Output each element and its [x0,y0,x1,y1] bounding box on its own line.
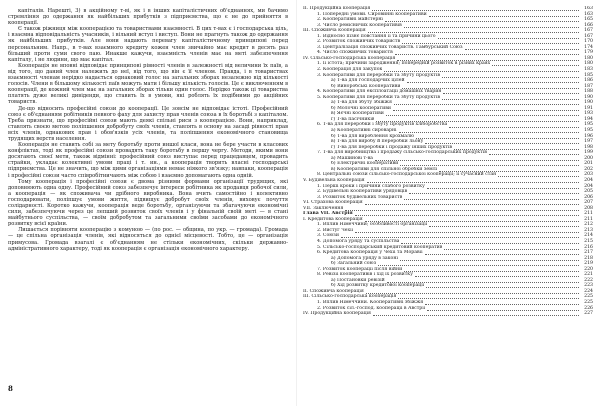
toc-entry-label: 1. Перші кроки і причини слабого розвитку [317,183,425,189]
toc-entry-label: а) Т-ва для господарчих цілей [331,78,405,84]
toc-entry-page: 203 [584,172,593,178]
toc-entry-label: б) Електричні кооперативи [331,161,399,167]
body-paragraph: Лишається порівняти кооперацію з комуною — (по рос. — община, по укр. — громада). Громада — це спільна організація членів, які відносяться до однієї місцевості. Тобто, це — організація примусова. Громада взагалі є об'єднанням не стільки економічних, скільки державно-адміністративного характеру, тоді як кооперація є організація економічного характеру. [8,227,288,252]
toc-leader-dots [429,223,579,228]
toc-entry-label: 2. Будівельні кооперативи урядовців [317,189,408,195]
page-number: 8 [8,384,13,393]
toc-leader-dots [341,234,579,239]
toc-entry-label: IV. Сільсько-господарська кооперація [303,55,396,61]
toc-leader-dots [400,162,579,167]
toc-entry-label: б) Виноробські кооперативи [331,83,401,89]
body-paragraph: Тому кооперація і професійні союзи є двома різними формами організації трудящих, які доповнюють одна одну. Професійний союз забезпечує інтереси робітника як продавця робочої сили, а кооперація — як споживача чи дрібного виробника. Вона вчить самостійно і колективно господарювати, поліпшує умови життя, підвищує добробут своїх членів, виховує почуття солідарності. Коротко кажучи, кооперація веде боротьбу, організуючи та збагачуючи економічні сили, забезпечуючи через це лепший розвиток своїх членів і у фінальній своїй меті — в стані майбутнього суспільства, — своїм добробутом та загальними своїми засобами до економічного розвитку всієї країни. [8,178,288,228]
toc-leader-dots [387,278,579,283]
toc-leader-dots [368,29,579,34]
toc-entry-page: 165 [584,17,593,23]
toc-entry [303,228,593,234]
toc-leader-dots [426,284,579,289]
toc-entry-label: III. Сільсько-господарська кооперація [303,294,397,300]
toc-entry-label: 8. Ревізії кооперативів і хід їх розвитку [317,272,413,278]
toc-entry-label: V. Будівельна кооперація [303,177,365,183]
toc-leader-dots [427,184,579,189]
toc-leader-dots [427,306,579,311]
toc-entry-label: 1. Відносно пізнє повстання її та причини цього [317,33,436,39]
toc-entry-page: 167 [584,28,593,34]
toc-leader-dots [394,101,579,106]
toc-entry-label: II. Споживча кооперація [303,288,364,294]
toc-entry-label: 3. Кооперативи для переробки та збуту продуктів [317,72,440,78]
toc-leader-dots [465,45,580,50]
toc-entry-label: VII. Заключення [303,205,344,211]
toc-entry-label: Глава VII. Австрія [303,211,353,217]
toc-entry-label: 1. Її істота; причини зародження; попередній розвиток в різних краях [317,61,491,67]
toc-entry-page: 222 [584,277,593,283]
toc-entry-label: II. Продукційна кооперація [303,6,371,11]
toc-entry-page: 227 [584,311,593,317]
toc-leader-dots [366,289,579,294]
toc-entry-label: 5. Сільсько-господарський кредитовий кооператив [317,244,443,250]
toc-leader-dots [399,129,579,134]
toc-entry-page: 226 [584,305,593,311]
toc-entry-label: 6. Т-ва для переробки і збуту продуктів хліборобства [317,122,448,128]
toc-entry-page: 201 [584,161,593,167]
toc-entry-label: б) Загальний союз [331,261,377,267]
body-paragraph: Кооперація не вповні відповідає принципові рівності членів в залежності від величини їх паїв, а від того, що даний член належить до неї, від того, що він є її членом. Правда, і в товариствах взаємності членам нерідко надається однаковий голос на загальних зборах незалежно від кількості голосів. Члени в більшому кількості паїв можуть мати і більшу кількість голосів. Це є виключенням в кооперації, де кожний член має на загальних зборах тільки один голос. Нерідко також ці товариства платять дуже великі дивіденди, що ставить їх в умови, які роблять їх подібними до акційних товариств. [8,62,288,106]
toc-leader-dots [375,156,579,161]
toc-leader-dots [397,56,579,61]
toc-entry-page: 224 [584,288,593,294]
toc-entry-page: 211 [584,216,593,222]
toc-leader-dots [416,134,579,139]
toc-entry-page: 170 [584,39,593,45]
toc-leader-dots [415,273,579,278]
toc-entry-label: а) Кооперативні сироварні [331,128,397,134]
toc-leader-dots [365,201,579,206]
toc-entry-label: в) Яєчні кооперативи [331,111,384,117]
toc-leader-dots [372,7,579,12]
toc-entry-label: а) Машинові т-ва [331,155,373,161]
toc-entry-page: 188 [584,89,593,95]
toc-entry-label: б) Хід розвитку кредитової кооперації [331,283,425,289]
toc-entry-page: 185 [584,72,593,78]
toc-leader-dots [345,206,579,211]
toc-entry-page: 180 [584,55,593,61]
toc-entry-label: б) Т-ва для вироблення крохмалю [331,133,414,139]
toc-entry-page: 212 [584,222,593,228]
toc-entry-page: 207 [584,200,593,206]
toc-entry-page: 202 [584,166,593,172]
toc-leader-dots [367,178,579,183]
toc-entry-label: а) Т-ва для збуту збіжжя [331,100,392,106]
toc-entry-page: 163 [584,6,593,11]
toc-leader-dots [401,239,579,244]
toc-entry-page: 179 [584,50,593,56]
toc-leader-dots [438,34,579,39]
toc-entry-label: г) Т-ва пасічників [331,116,375,122]
toc-leader-dots [402,84,579,89]
toc-entry-page: 221 [584,272,593,278]
toc-entry-page: 197 [584,139,593,145]
toc-entry-label: I. Кредитова кооперація [303,216,363,222]
toc-entry-page: 195 [584,122,593,128]
toc-entry-label: 4. Кооперативи для експлоатації домашніх тварин [317,89,442,95]
toc-leader-dots [393,106,579,111]
toc-entry-label: 4. Число споживчих товариств [317,50,393,56]
body-paragraph: Де-що відносить професійні союзи до кооперації. Це зовсім не відповідає істоті. Професійний союз є об'єднанням робітників певного фаху для захисту прав членів союза в їх боротьбі з капіталом. Треба признати, що професійні союзи мають деякі спільні риси з кооперацією. Вони, наприклад, ставлять своєю метою поліпшення добробуту своїх членів, ставлять в основу на засаді рівності прав всіх членів, однакових прав і обов'язків усіх членів, та поліпшення економічного становища трудящих верств населення. [8,105,288,142]
toc-entry-page: 194 [584,116,593,122]
toc-leader-dots [454,145,579,150]
toc-leader-dots [385,18,579,23]
toc-entry [303,311,593,317]
body-paragraph: Кооперація не ставить собі за мету боротьбу проти иншої класи, вона не бере участи в класових конфліктах, тоді як професійні союзи провадять таку боротьбу в першу чергу. Методи, якими вони досягають своєї мети, також відмінні: професійний союз виступає перед працедавцем, провадить страйки, укладає колективні умови праці і т. ин., а кооперація творить власні господарські підприємства. Це не значить, що між цими організаціями немає ніякого зв'язку; навпаки, кооперація і професійні союзи часто співробітничають між собою і взаємно допомагають одна одній. [8,142,288,179]
toc-entry-label: а) Допомога уряду в законі [331,255,398,261]
left-page-text [8,8,288,386]
toc-leader-dots [442,95,579,100]
toc-entry-label: 5. Кооперативи для переробки та збуту продуктів [317,94,440,100]
toc-entry-label: 8. Центральні союзи сільсько-господарської кооперації; її сучасний стан [317,172,497,178]
toc-entry-label: г) Т-ва для переробки і продажу інших продуктів [331,144,453,150]
toc-leader-dots [398,295,579,300]
toc-leader-dots [376,117,579,122]
toc-entry-page: 219 [584,261,593,267]
toc-entry-page: 191 [584,105,593,111]
toc-entry-page: 218 [584,255,593,261]
toc-entry-label: III. Споживча кооперація [303,28,366,34]
toc-entry-label: б) Молочні кооперативи [331,105,391,111]
toc-entry-label: 7. Т-ва для виробництва і продажу сільсько-господарських продуктів [317,150,487,156]
toc-entry-page: 223 [584,283,593,289]
toc-leader-dots [498,173,579,178]
toc-leader-dots [409,190,579,195]
toc-entry-page: 167 [584,33,593,39]
toc-entry-page: 220 [584,266,593,272]
toc-entry-label: в) Т-ва для виробу й переробки льону [331,139,424,145]
toc-entry-label: 7. Розвиток кооперації після війни [317,266,403,272]
toc-leader-dots [439,167,579,172]
toc-entry-label: 2. Розвиток споживчих товариств [317,39,401,45]
toc-entry-label: IV. Продукційна кооперація [303,311,371,317]
toc-leader-dots [404,23,579,28]
toc-leader-dots [425,251,579,256]
toc-entry-label: 6. Кредитова кооперація у Чехії та Моравії [317,250,423,256]
toc-entry-page: 208 [584,205,593,211]
toc-entry-page: 198 [584,144,593,150]
toc-leader-dots [489,151,579,156]
toc-leader-dots [404,195,579,200]
toc-leader-dots [443,90,579,95]
toc-entry-page: 225 [584,294,593,300]
body-paragraph: капіталів. Нарешті, 3) в акційному т-ві, як і в інших капіталістичних об'єднаннях, ми бачимо стремління до одержання як найбільших прибутків з підприємства, що є не до прийняття в кооперації. [8,8,288,27]
toc-leader-dots [400,256,579,261]
toc-leader-dots [365,217,579,222]
toc-entry-page: 190 [584,94,593,100]
toc-leader-dots [425,301,579,306]
toc-entry-page: 186 [584,78,593,84]
toc-entry-label: 3. Розвиток будівельних товариств [317,194,403,200]
toc-entry [303,200,593,206]
toc-entry-page: 205 [584,189,593,195]
toc-entry-page: 183 [584,67,593,73]
toc-leader-dots [402,40,579,45]
toc-entry-page: 190 [584,100,593,106]
body-paragraph: Є також ріжниця між кооперацією та товариствами взаємності. В цих т-вах є і господарська ціль, і взаємна відповідальність учасників, і вільний вступ і виступ. Вони не прагнуть також до одержання як найбільших прибутків. Але вони надають перевагу капіталістичному принципові перед персональним. Напр., в т-вах взаємного кредиту кожен член звичайно має кредит в десять раз більший проти суми свого паю. Инакше кажучи, взаємність членів має на меті забезпечення капіталу, і не людини, що має капітал. [8,26,288,63]
toc-entry-label: 1. Попередні умови. Сировинні кооперативи [317,11,427,17]
toc-entry-page: 216 [584,244,593,250]
toc-entry-page: 196 [584,133,593,139]
toc-entry-page: 195 [584,128,593,134]
toc-leader-dots [386,112,579,117]
toc-entry-page: 199 [584,150,593,156]
toc-entry-label: 4. Допомога уряду та суспільства [317,238,400,244]
table-of-contents [303,6,593,398]
toc-leader-dots [429,12,579,17]
toc-entry-page: 193 [584,111,593,117]
toc-entry-page: 204 [584,183,593,189]
toc-entry-page: 174 [584,44,593,50]
toc-entry-page: 217 [584,250,593,256]
toc-entry-label: 1. Вплив Німеччини. Кооперативні збіжжя [317,299,424,305]
toc-entry-label: 1. Вплив Німеччини; особливості організації [317,222,428,228]
toc-entry-page: 163 [584,11,593,17]
page-gutter [296,0,297,406]
toc-leader-dots [449,123,579,128]
toc-entry-page: 225 [584,299,593,305]
toc-leader-dots [442,73,579,78]
toc-entry-page: 215 [584,238,593,244]
toc-leader-dots [404,267,579,272]
toc-leader-dots [355,228,579,233]
toc-entry-label: 2. Вистуг Чехії [317,227,354,233]
toc-entry-label: 2. Розвиток сіл.-господ. кооперації в Австрії [317,305,426,311]
toc-entry-page: 213 [584,227,593,233]
toc-leader-dots [425,140,579,145]
toc-entry-page: 214 [584,233,593,239]
toc-leader-dots [373,312,579,317]
toc-entry-page: 200 [584,155,593,161]
toc-entry-label: 2. Кооперація для закупок [317,67,383,73]
toc-entry-label: 2. Кооперативні майстерні [317,17,383,23]
toc-entry-page: 206 [584,194,593,200]
toc-entry-label: а) Постановки ревізій [331,277,385,283]
toc-leader-dots [384,68,579,73]
toc-entry-page: 211 [584,211,593,217]
toc-entry-label: 3. Число ремісничих кооперативів [317,22,402,28]
toc-leader-dots [378,262,579,267]
toc-leader-dots [407,79,579,84]
toc-leader-dots [395,51,579,56]
toc-entry-page: 166 [584,22,593,28]
toc-entry-label: VI. Страхова кооперація [303,200,363,206]
toc-entry-label: 3. Союзи [317,233,339,239]
toc-leader-dots [444,245,579,250]
toc-entry-page: 187 [584,83,593,89]
toc-entry-label: 3. Централізація споживчих товариств. Гамбурський Союз [317,44,463,50]
toc-entry-label: в) Кооперативи для спільної обробки землі [331,166,438,172]
toc-entry-page: 204 [584,177,593,183]
toc-leader-dots [355,212,579,217]
toc-leader-dots [492,62,579,67]
toc-entry-page: 180 [584,61,593,67]
